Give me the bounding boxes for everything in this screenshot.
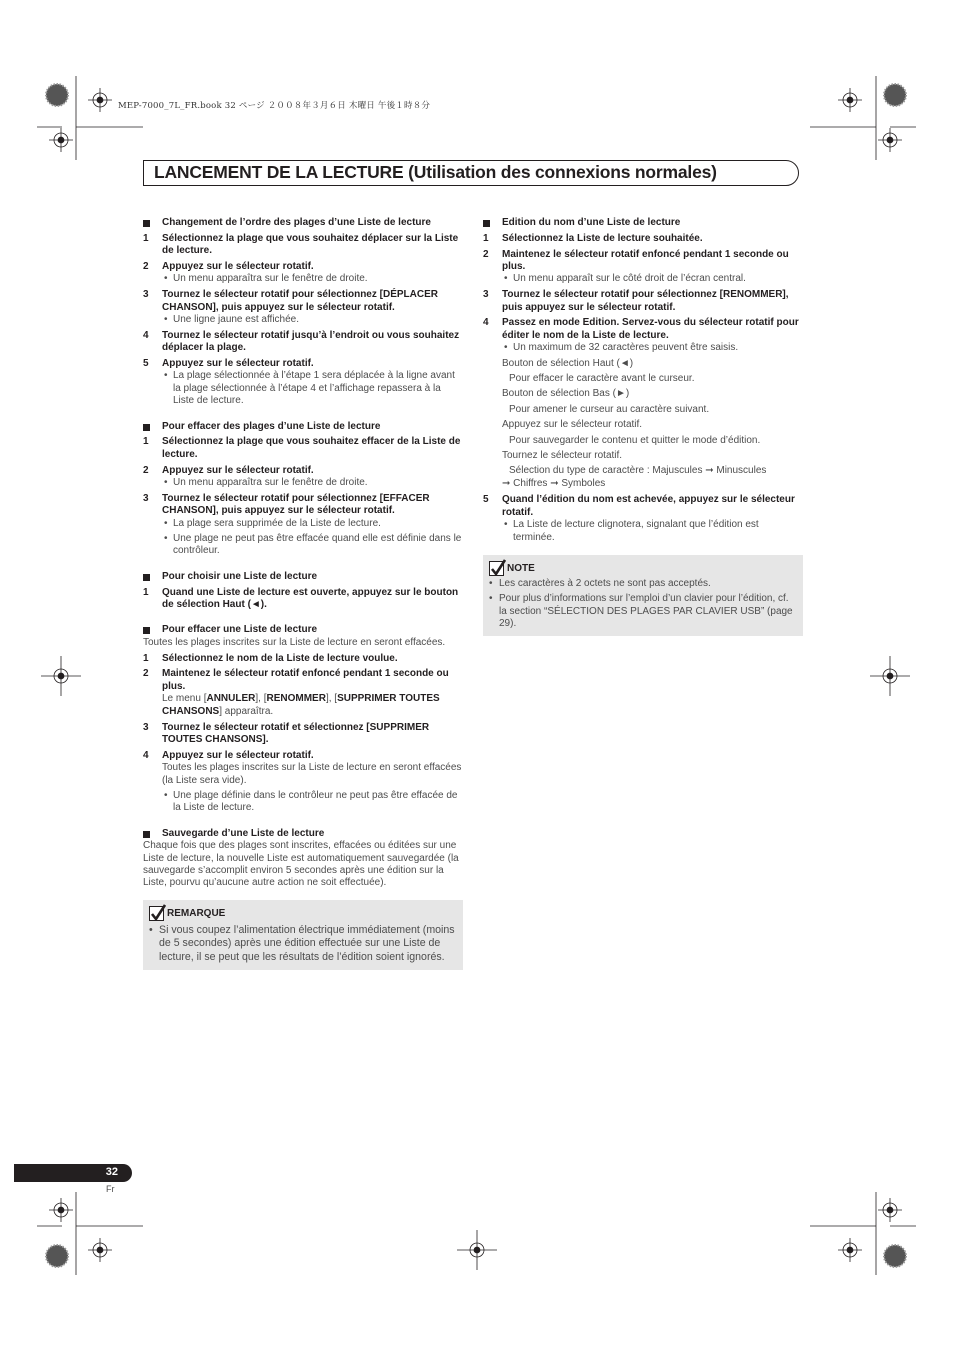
step: 2 Appuyez sur le sélecteur rotatif. [143,464,314,476]
remarque-box [143,900,463,970]
paragraph: Toutes les plages inscrites sur la Liste de lecture en seront effacées. [143,636,446,648]
left-column [143,217,463,970]
option-desc: Pour amener le curseur au caractère suivant. [509,403,710,415]
bullet: • Un menu apparaîtra sur le fenêtre de droite. [164,477,368,489]
step: 5 Quand l’édition du nom est achevée, appuyez sur le sélecteur rotatif. [483,494,795,518]
step: 4 Appuyez sur le sélecteur rotatif. [143,749,314,761]
step: 5 Appuyez sur le sélecteur rotatif. [143,358,314,370]
right-column [483,217,803,636]
section-heading: Edition du nom d’une Liste de lecture [483,217,803,229]
checkmark-icon [149,906,164,921]
note-heading: NOTE [489,561,795,577]
note-bullet: • Si vous coupez l’alimentation électrique immédiatement (moins de 5 secondes) après une édition effectuée sur une Liste de lecture, il se peut que les résultats de l’édition soient ignorés. [149,923,455,963]
step: 1 Sélectionnez la plage que vous souhaitez déplacer sur la Liste de lecture. [143,232,459,257]
note-bullet: • Pour plus d’informations sur l’emploi d’un clavier pour l’édition, cf. la section “SÉLECTION DES PLAGES PAR CLAVIER USB” (page 29). [489,593,793,630]
paragraph: Toutes les plages inscrites sur la Liste de lecture en seront effacées (la Liste sera vide). [162,762,462,786]
section-heading: Pour choisir une Liste de lecture [143,571,463,583]
option-label: Bouton de sélection Haut (◄) [502,357,634,369]
option-label: Bouton de sélection Bas (►) [502,388,630,400]
step: 4 Passez en mode Edition. Servez-vous du sélecteur rotatif pour éditer le nom de la Liste de lecture. [483,317,799,341]
step: 3 Tournez le sélecteur rotatif et sélectionnez [SUPPRIMER TOUTES CHANSONS]. [143,721,430,745]
option-label: Tournez le sélecteur rotatif. [502,450,623,462]
title-main: LANCEMENT DE LA LECTURE [154,162,404,182]
option-desc: Pour sauvegarder le contenu et quitter le mode d’édition. [509,434,761,446]
book-info: MEP-7000_7L_FR.book 32 ページ ２００８年３月６日 木曜日 午後１時８分 [118,101,431,111]
bullet: • Une ligne jaune est affichée. [164,314,300,326]
page-number: 32 [105,1166,118,1178]
step: 2 Maintenez le sélecteur rotatif enfoncé pendant 1 seconde ou plus. [483,248,789,272]
step: 2 Maintenez le sélecteur rotatif enfoncé pendant 1 seconde ou plus. [143,668,449,692]
step: 1 Sélectionnez la Liste de lecture souhaitée. [483,232,703,244]
bullet: • Un maximum de 32 caractères peuvent être saisis. [504,342,739,354]
bullet: • La plage sélectionnée à l’étape 1 sera déplacée à la ligne avant la plage sélectionnée à l’étape 4 et l’affichage repassera à la Liste de lecture. [164,370,455,407]
step: 1 Quand une Liste de lecture est ouverte, appuyez sur le bouton de sélection Haut (◄). [143,586,459,611]
step: 2 Appuyez sur le sélecteur rotatif. [143,261,314,272]
option-desc: ➞ Chiffres ➞ Symboles [502,477,606,489]
note-box [483,555,803,636]
remarque-heading: REMARQUE [149,906,455,922]
paragraph: Le menu [ANNULER], [RENOMMER], [SUPPRIMER TOUTES CHANSONS] apparaîtra. [162,693,440,717]
checkmark-icon [489,561,504,576]
page-title-box [143,160,799,186]
title-sub: (Utilisation des connexions normales) [403,162,717,182]
section-heading: Changement de l’ordre des plages d’une Liste de lecture [143,217,463,229]
section-heading: Pour effacer des plages d’une Liste de lecture [143,421,463,433]
page-number-tab [14,1164,132,1182]
language-code: Fr [106,1184,115,1194]
bullet: • Une plage définie dans le contrôleur ne peut pas être effacée de la Liste de lecture. [164,789,458,814]
note-bullet: • Les caractères à 2 octets ne sont pas acceptés. [489,577,711,589]
step: 3 Tournez le sélecteur rotatif pour sélectionnez [DÉPLACER CHANSON], puis appuyez sur le sélecteur rotatif. [143,289,438,313]
section-heading: Pour effacer une Liste de lecture [143,624,463,636]
section-heading: Sauvegarde d’une Liste de lecture [143,828,463,840]
page-title [154,162,717,183]
option-label: Appuyez sur le sélecteur rotatif. [502,419,643,431]
bullet: • Une plage ne peut pas être effacée quand elle est définie dans le contrôleur. [164,533,462,557]
step: 3 Tournez le sélecteur rotatif pour sélectionnez [EFFACER CHANSON], puis appuyez sur le sélecteur rotatif. [143,492,430,517]
step: 1 Sélectionnez le nom de la Liste de lecture voulue. [143,652,398,664]
step: 3 Tournez le sélecteur rotatif pour sélectionnez [RENOMMER], puis appuyez sur le sélecteur rotatif. [483,289,789,313]
bullet: • La Liste de lecture clignotera, signalant que l’édition est terminée. [504,519,759,543]
paragraph: Chaque fois que des plages sont inscrites, effacées ou éditées sur une Liste de lecture, la nouvelle Liste est automatiquement sauvegardée (la sauvegarde s’accomplit environ 5 secondes après une édition sur la Liste, pourvu qu’aucune autre action ne soit effectuée). [143,840,459,889]
step: 4 Tournez le sélecteur rotatif jusqu’à l’endroit ou vous souhaitez déplacer la plage. [143,329,460,354]
option-desc: Pour effacer le caractère avant le curseur. [509,373,695,385]
bullet: • Un menu apparaît sur le côté droit de l’écran central. [504,273,746,285]
step: 1 Sélectionnez la plage que vous souhaitez effacer de la Liste de lecture. [143,436,461,460]
option-desc: Sélection du type de caractère : Majuscules ➞ Minuscules [509,465,767,477]
bullet: • La plage sera supprimée de la Liste de lecture. [164,517,381,529]
bullet: • Un menu apparaîtra sur le fenêtre de droite. [164,273,368,285]
